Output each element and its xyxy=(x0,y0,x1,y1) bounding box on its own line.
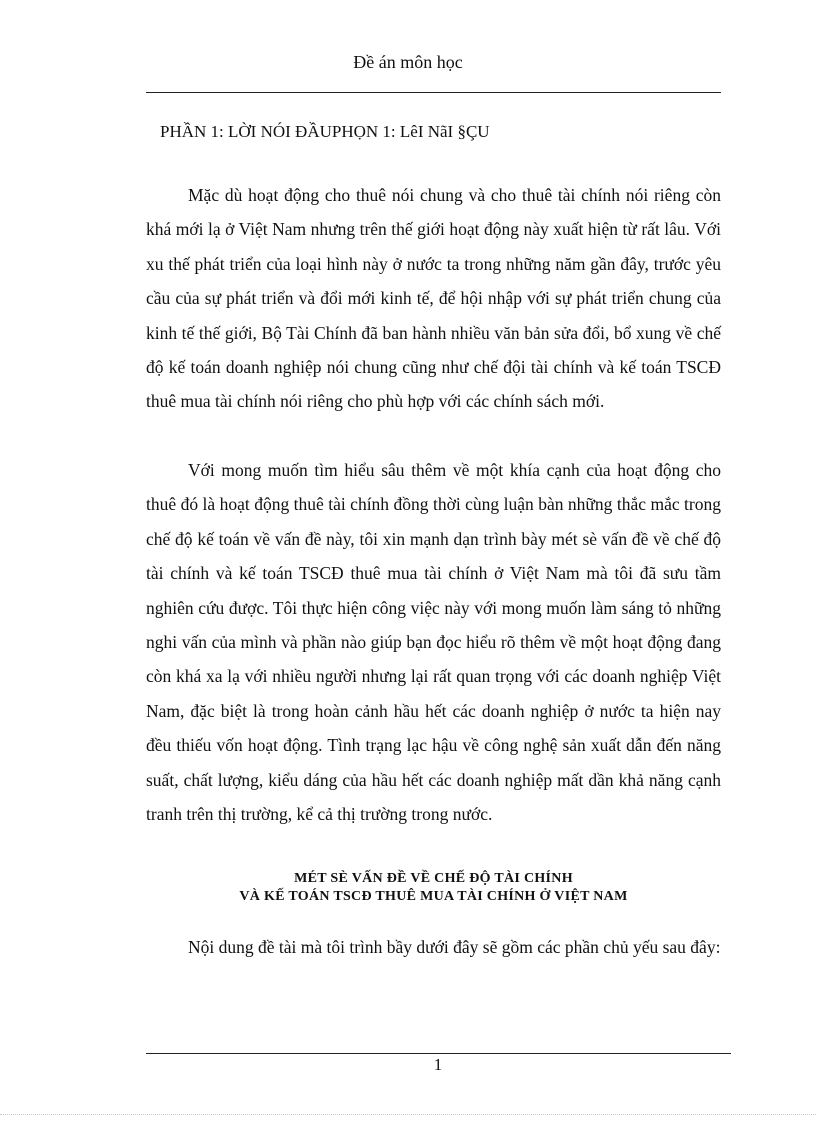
page-header-title: Đề án môn học xyxy=(353,52,463,72)
header-divider xyxy=(146,92,721,93)
document-title xyxy=(146,870,721,906)
section-heading: PHẦN 1: LỜI NÓI ĐẦUPHỌN 1: LêI NãI §ÇU xyxy=(160,122,490,141)
paragraph-intro: Mặc dù hoạt động cho thuê nói chung và cho thuê tài chính nói riêng còn khá mới lạ ở Việt Nam nhưng trên thế giới hoạt động này xuất hiện từ rất lâu. Với xu thế phát triển của loại hình này ở nước ta trong những năm gần đây, trước yêu cầu của sự phát triển và đổi mới kinh tế, để hội nhập với sự phát triển chung của kinh tế thế giới, Bộ Tài Chính đã ban hành nhiều văn bản sửa đổi, bổ xung về chế độ kế toán doanh nghiệp nói chung cũng như chế đội tài chính và kế toán TSCĐ thuê mua tài chính nói riêng cho phù hợp với các chính sách mới. xyxy=(146,185,721,412)
document-title-line-2: VÀ KẾ TOÁN TSCĐ THUÊ MUA TÀI CHÍNH Ở VIỆT NAM xyxy=(239,889,628,904)
page-number: 1 xyxy=(433,1055,443,1074)
paragraph-purpose: Với mong muốn tìm hiểu sâu thêm về một khía cạnh của hoạt động cho thuê đó là hoạt động thuê tài chính đồng thời cùng luận bàn những thắc mắc trong chế độ kế toán về vấn đề này, tôi xin mạnh dạn trình bày mét sè vấn đề về chế độ tài chính và kế toán TSCĐ thuê mua tài chính ở Việt Nam mà tôi đã sưu tầm nghiên cứu được. Tôi thực hiện công việc này với mong muốn làm sáng tỏ những nghi vấn của mình và phần nào giúp bạn đọc hiểu rõ thêm về một hoạt động đang còn khá xa lạ với nhiều người nhưng lại rất quan trọng với các doanh nghiệp Việt Nam, đặc biệt là trong hoàn cảnh hầu hết các doanh nghiệp ở nước ta hiện nay đều thiếu vốn hoạt động. Tình trạng lạc hậu về công nghệ sản xuất dẫn đến năng suất, chất lượng, kiểu dáng của hầu hết các doanh nghiệp mất dần khả năng cạnh tranh trên thị trường, kể cả thị trường trong nước. xyxy=(146,460,721,825)
page-edge-divider xyxy=(0,1114,816,1115)
paragraph-contents: Nội dung đề tài mà tôi trình bầy dưới đây sẽ gồm các phần chủ yếu sau đây: xyxy=(188,937,721,957)
document-title-line-1: MÉT SÈ VẤN ĐỀ VỀ CHẾ ĐỘ TÀI CHÍNH xyxy=(294,871,573,886)
footer-divider xyxy=(146,1053,731,1054)
